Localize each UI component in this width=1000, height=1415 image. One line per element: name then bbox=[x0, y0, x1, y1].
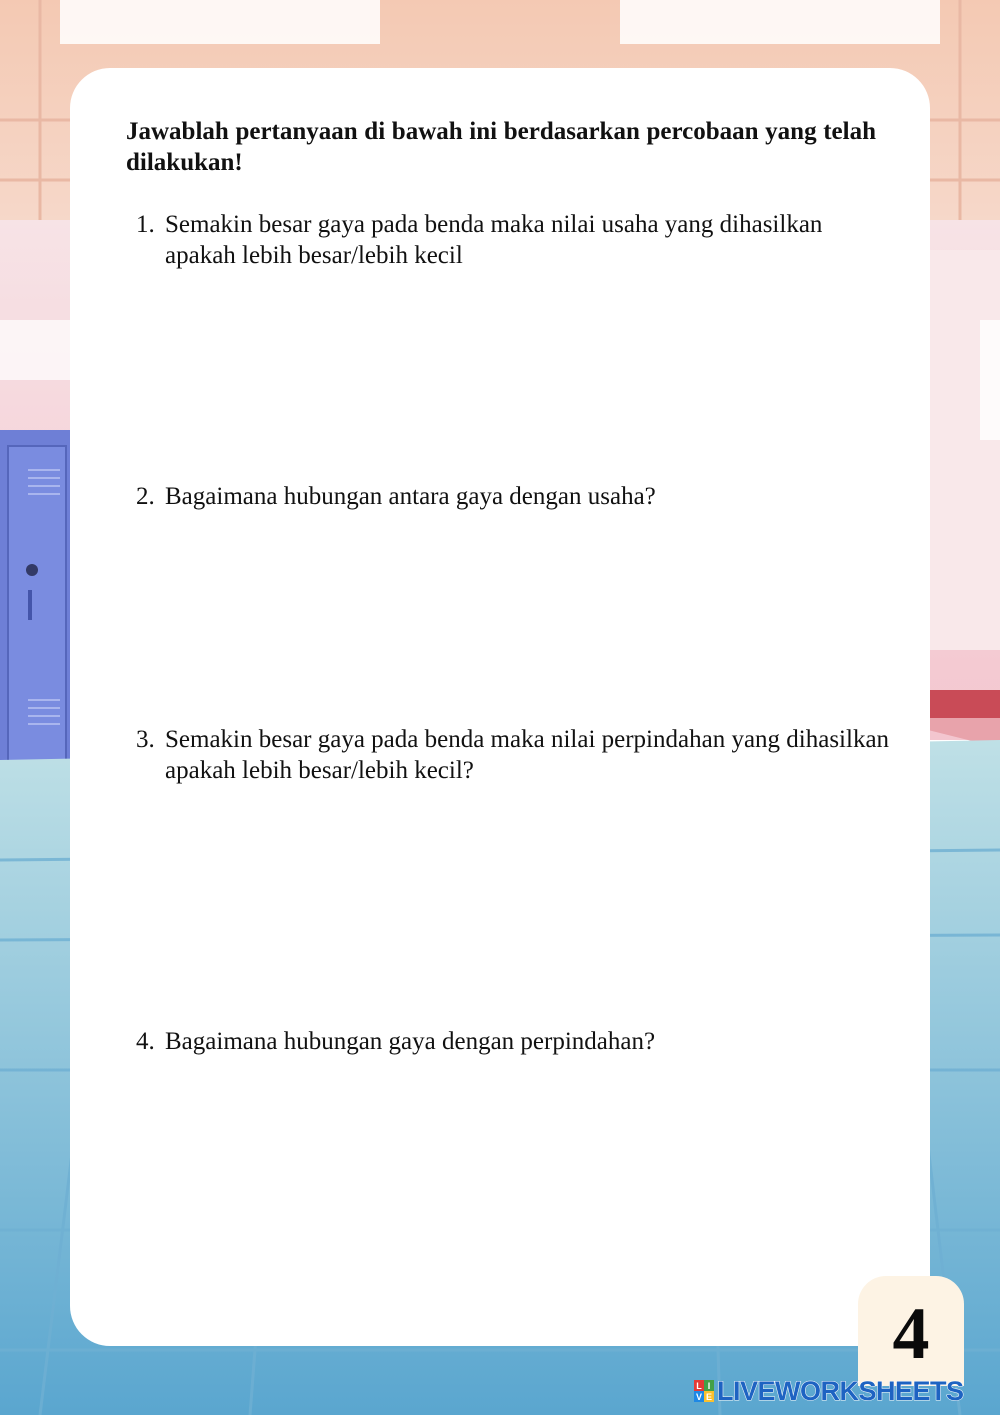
worksheet-card bbox=[70, 68, 930, 1346]
question-item bbox=[136, 481, 896, 512]
question-number: 1. bbox=[136, 211, 155, 238]
liveworksheets-logo-icon bbox=[694, 1380, 714, 1402]
question-text: Semakin besar gaya pada benda maka nilai usaha yang dihasilkan apakah lebih besar/lebih kecil bbox=[165, 211, 823, 269]
logo-letter-e: E bbox=[705, 1391, 712, 1402]
question-text: Semakin besar gaya pada benda maka nilai perpindahan yang dihasilkan apakah lebih besar/lebih kecil? bbox=[165, 726, 890, 784]
logo-letter-l: L bbox=[694, 1380, 704, 1391]
page-number-tab bbox=[858, 1276, 964, 1386]
logo-letter-i: I bbox=[704, 1380, 714, 1391]
question-number: 2. bbox=[136, 483, 155, 510]
question-text: Bagaimana hubungan antara gaya dengan usaha? bbox=[165, 483, 656, 510]
liveworksheets-watermark bbox=[694, 1374, 964, 1408]
question-number: 4. bbox=[136, 1028, 155, 1055]
watermark-text: LIVEWORKSHEETS bbox=[717, 1375, 964, 1406]
page-number: 4 bbox=[892, 1293, 930, 1375]
logo-letter-v: V bbox=[695, 1391, 702, 1402]
question-item bbox=[136, 209, 896, 271]
question-item bbox=[136, 1026, 896, 1057]
question-number: 3. bbox=[136, 726, 155, 753]
question-item bbox=[136, 724, 896, 786]
instruction-text: Jawablah pertanyaan di bawah ini berdasarkan percobaan yang telah dilakukan! bbox=[126, 118, 876, 176]
question-text: Bagaimana hubungan gaya dengan perpindahan? bbox=[165, 1028, 656, 1055]
